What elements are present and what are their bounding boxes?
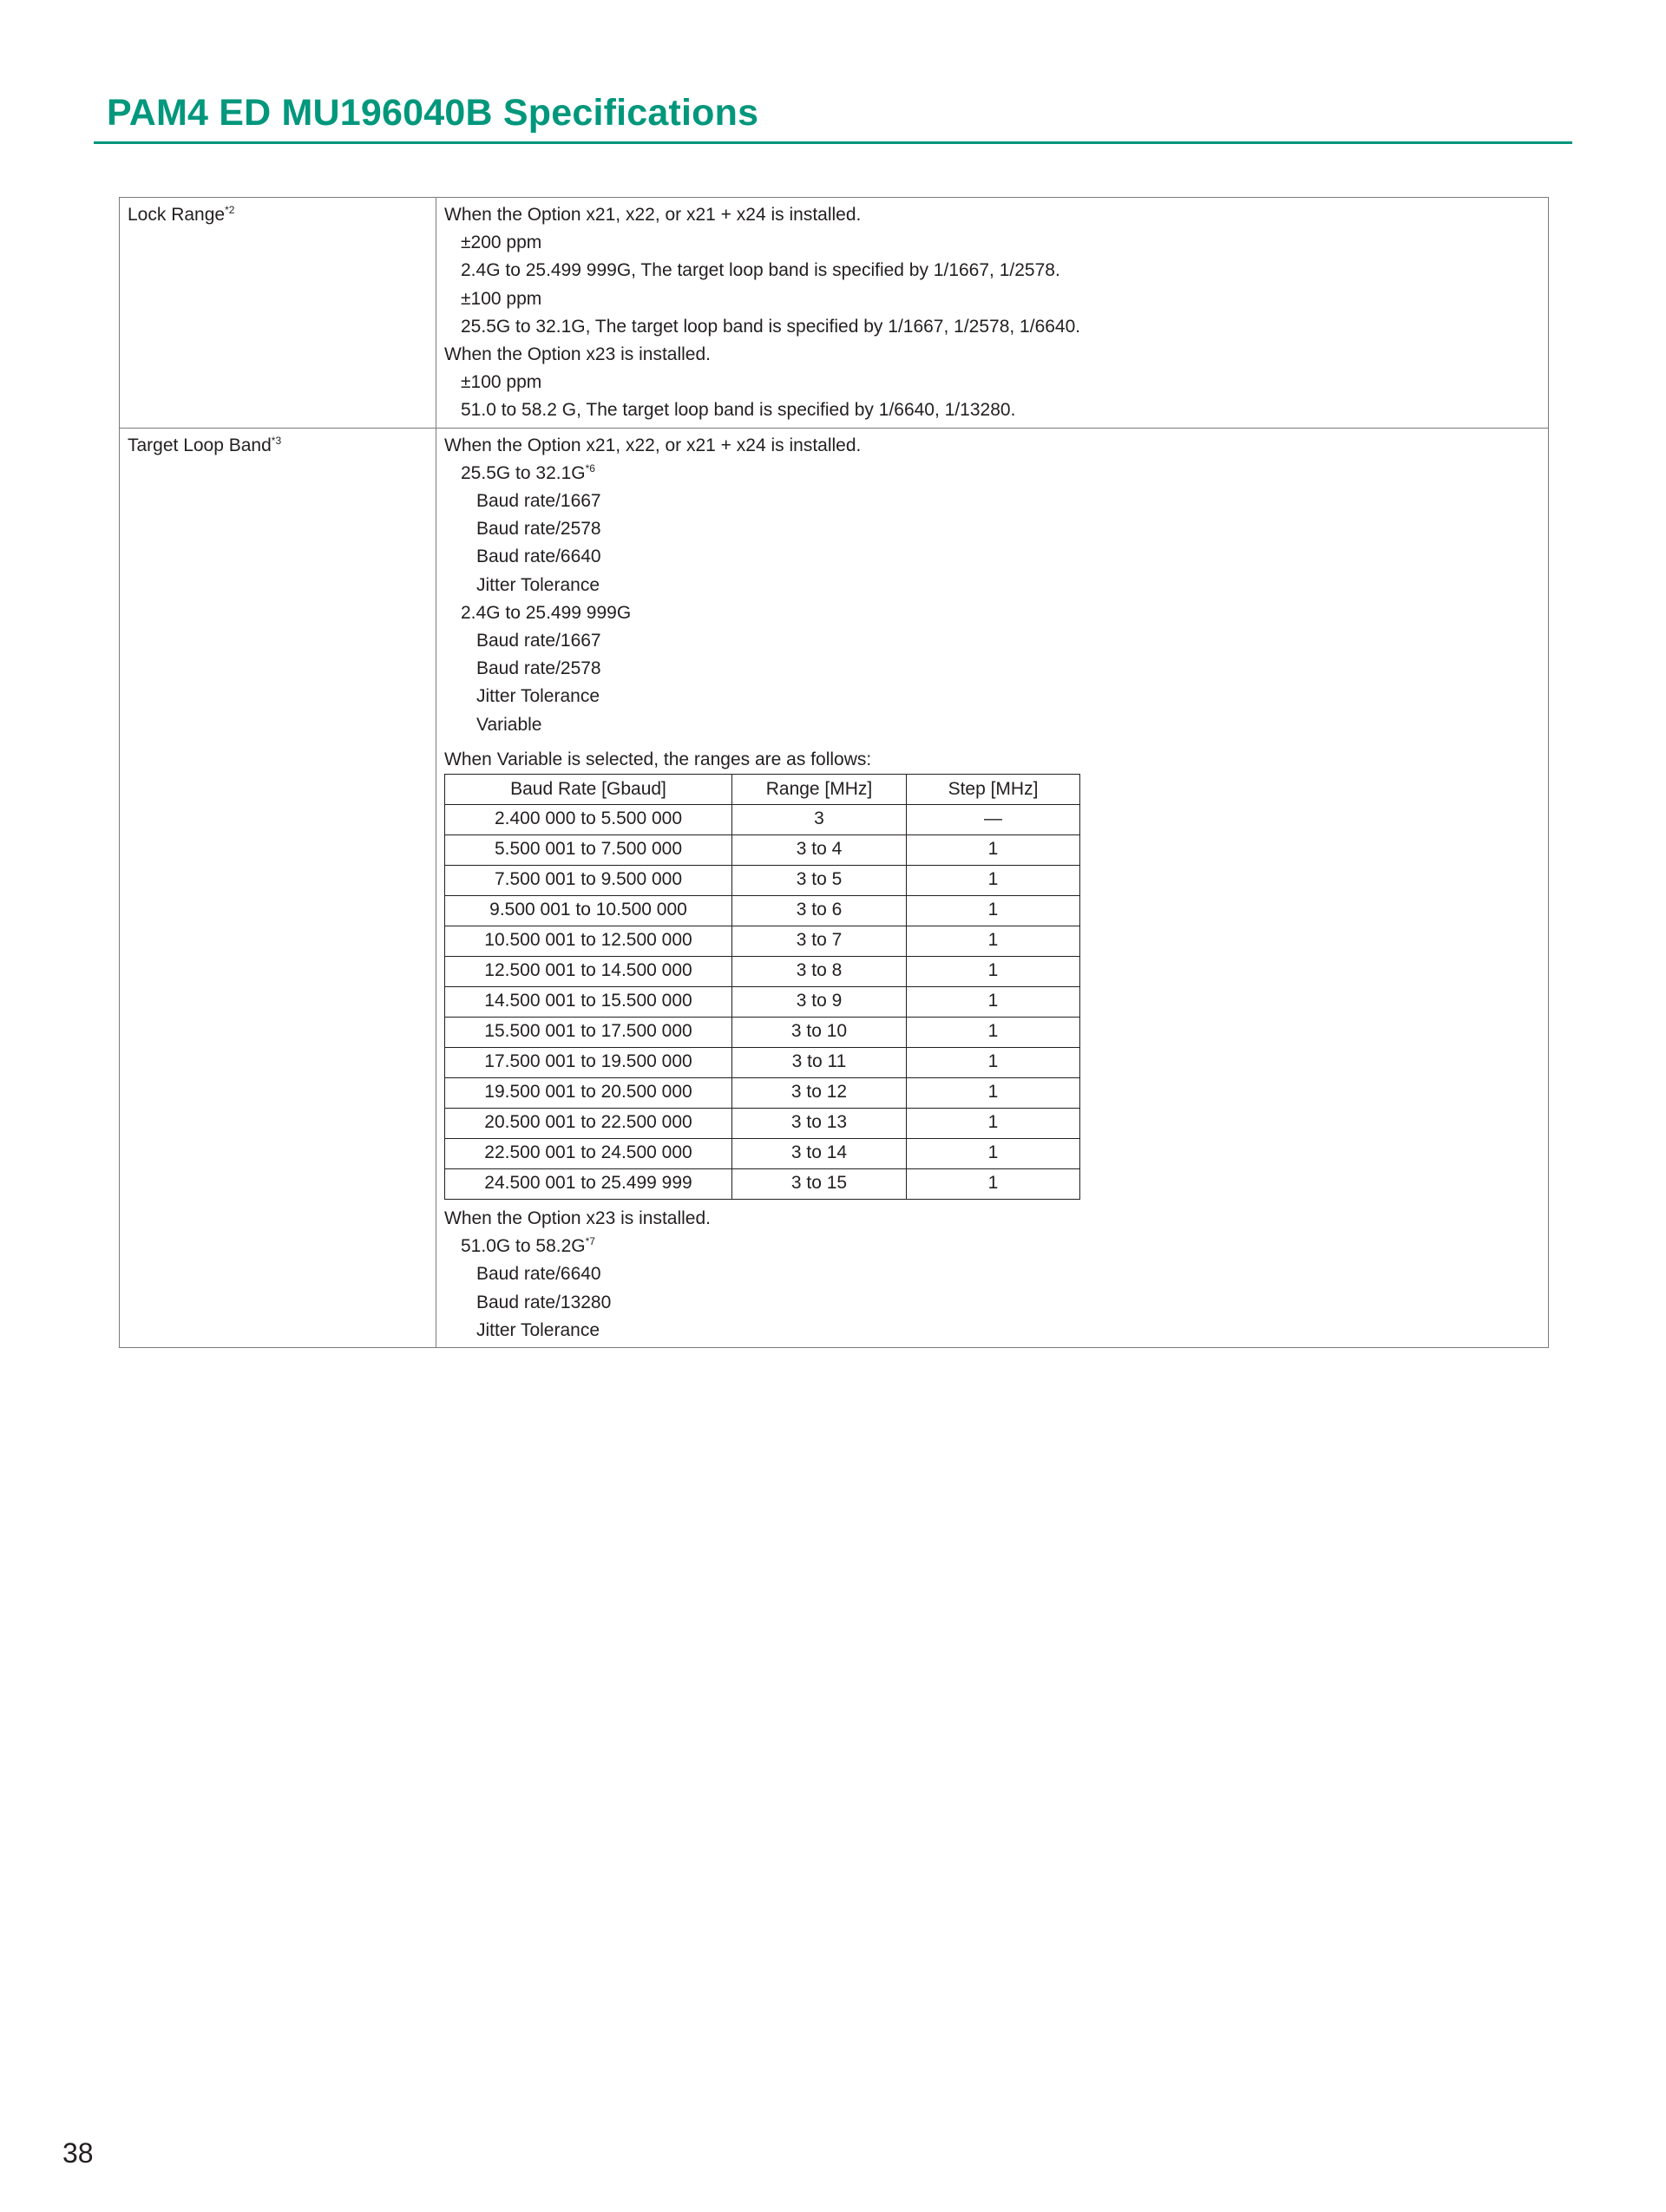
- footnote-ref: *3: [271, 434, 282, 447]
- table-cell: 3 to 15: [732, 1169, 907, 1200]
- variable-note: When Variable is selected, the ranges are as follows:: [444, 749, 872, 769]
- table-row: [445, 987, 1080, 1018]
- title-divider: [94, 141, 1572, 144]
- footnote-ref: *6: [585, 461, 595, 474]
- table-cell: 14.500 001 to 15.500 000: [445, 987, 732, 1018]
- spec-line: When the Option x23 is installed.: [444, 1208, 712, 1229]
- spec-label-target-loop-band: Target Loop Band: [128, 435, 272, 455]
- table-cell: 17.500 001 to 19.500 000: [445, 1048, 732, 1078]
- spec-line: Baud rate/6640: [476, 546, 601, 567]
- table-cell: 24.500 001 to 25.499 999: [445, 1169, 732, 1200]
- column-header-step: Step [MHz]: [907, 775, 1080, 805]
- spec-line: 25.5G to 32.1G, The target loop band is specified by 1/1667, 1/2578, 1/6640.: [461, 316, 1081, 337]
- spec-line: ±200 ppm: [461, 232, 542, 253]
- spec-line: 2.4G to 25.499 999G, The target loop band is specified by 1/1667, 1/2578.: [461, 260, 1060, 281]
- spec-line: When the Option x21, x22, or x21 + x24 is installed.: [444, 435, 862, 455]
- table-row: [445, 835, 1080, 866]
- spec-line: ±100 ppm: [461, 372, 542, 393]
- spec-line: When the Option x21, x22, or x21 + x24 is installed.: [444, 205, 862, 225]
- column-header-baud-rate: Baud Rate [Gbaud]: [445, 775, 732, 805]
- table-cell: 3 to 4: [732, 835, 907, 866]
- range-table-body: [445, 805, 1080, 1200]
- table-cell: 19.500 001 to 20.500 000: [445, 1078, 732, 1109]
- spec-line: [444, 460, 1539, 488]
- spec-label-cell: [120, 198, 436, 429]
- spec-line: 2.4G to 25.499 999G: [461, 602, 632, 623]
- spec-line: Jitter Tolerance: [476, 1319, 600, 1340]
- table-cell: 1: [907, 987, 1080, 1018]
- table-cell: 3 to 9: [732, 987, 907, 1018]
- table-cell: 7.500 001 to 9.500 000: [445, 866, 732, 896]
- table-cell: 1: [907, 896, 1080, 926]
- spec-line: Baud rate/6640: [476, 1264, 601, 1285]
- spec-line: Variable: [476, 714, 542, 735]
- spec-value-cell: [436, 428, 1549, 1347]
- spec-line-text: 51.0G to 58.2G: [461, 1236, 586, 1257]
- table-row: [445, 805, 1080, 835]
- spec-line: Baud rate/1667: [476, 631, 601, 651]
- spec-line: ±100 ppm: [461, 288, 542, 309]
- spec-line: Jitter Tolerance: [476, 686, 600, 707]
- table-cell: 3 to 8: [732, 957, 907, 987]
- table-cell: 1: [907, 1048, 1080, 1078]
- table-cell: 1: [907, 1139, 1080, 1169]
- table-cell: 1: [907, 957, 1080, 987]
- table-header-row: [445, 775, 1080, 805]
- table-cell: 3 to 13: [732, 1109, 907, 1139]
- table-cell: 3 to 7: [732, 926, 907, 957]
- table-row: [445, 957, 1080, 987]
- table-cell: 1: [907, 926, 1080, 957]
- spec-line: Jitter Tolerance: [476, 574, 600, 595]
- table-row: [445, 1048, 1080, 1078]
- table-row: [445, 1018, 1080, 1048]
- table-cell: 1: [907, 1078, 1080, 1109]
- table-cell: 1: [907, 1169, 1080, 1200]
- table-cell: 12.500 001 to 14.500 000: [445, 957, 732, 987]
- spec-value-cell: [436, 198, 1549, 429]
- table-cell: 1: [907, 835, 1080, 866]
- page-title: PAM4 ED MU196040B Specifications: [107, 92, 759, 134]
- spec-line: 51.0 to 58.2 G, The target loop band is specified by 1/6640, 1/13280.: [461, 400, 1016, 421]
- table-row: [445, 1109, 1080, 1139]
- table-cell: 3 to 14: [732, 1139, 907, 1169]
- table-cell: 3 to 6: [732, 896, 907, 926]
- table-cell: 1: [907, 866, 1080, 896]
- spec-line: When the Option x23 is installed.: [444, 344, 712, 365]
- table-cell: 22.500 001 to 24.500 000: [445, 1139, 732, 1169]
- table-cell: 3 to 5: [732, 866, 907, 896]
- spec-label-cell: [120, 428, 436, 1347]
- table-cell: 3 to 10: [732, 1018, 907, 1048]
- table-cell: —: [907, 805, 1080, 835]
- spec-line: Baud rate/2578: [476, 519, 601, 540]
- table-row: [445, 866, 1080, 896]
- table-row: [445, 926, 1080, 957]
- table-cell: 2.400 000 to 5.500 000: [445, 805, 732, 835]
- spec-line: Baud rate/2578: [476, 658, 601, 679]
- table-cell: 20.500 001 to 22.500 000: [445, 1109, 732, 1139]
- spec-label-lock-range: Lock Range: [128, 205, 226, 225]
- spec-line: Baud rate/13280: [476, 1292, 612, 1312]
- spec-row-target-loop-band: [120, 428, 1549, 1347]
- spec-line-text: 25.5G to 32.1G: [461, 462, 586, 483]
- table-row: [445, 896, 1080, 926]
- footnote-ref: *7: [585, 1235, 595, 1248]
- table-cell: 1: [907, 1109, 1080, 1139]
- footnote-ref: *2: [225, 204, 235, 216]
- table-cell: 3 to 12: [732, 1078, 907, 1109]
- table-row: [445, 1139, 1080, 1169]
- spec-line: [444, 1233, 1539, 1260]
- table-row: [445, 1169, 1080, 1200]
- table-cell: 3 to 11: [732, 1048, 907, 1078]
- spec-line: Baud rate/1667: [476, 491, 601, 512]
- table-cell: 1: [907, 1018, 1080, 1048]
- variable-range-table: [444, 774, 1080, 1200]
- spec-table: [119, 197, 1549, 1348]
- table-cell: 5.500 001 to 7.500 000: [445, 835, 732, 866]
- table-row: [445, 1078, 1080, 1109]
- table-cell: 9.500 001 to 10.500 000: [445, 896, 732, 926]
- column-header-range: Range [MHz]: [732, 775, 907, 805]
- page-number: 38: [62, 2137, 94, 2169]
- table-cell: 3: [732, 805, 907, 835]
- spec-row-lock-range: [120, 198, 1549, 429]
- table-cell: 10.500 001 to 12.500 000: [445, 926, 732, 957]
- table-cell: 15.500 001 to 17.500 000: [445, 1018, 732, 1048]
